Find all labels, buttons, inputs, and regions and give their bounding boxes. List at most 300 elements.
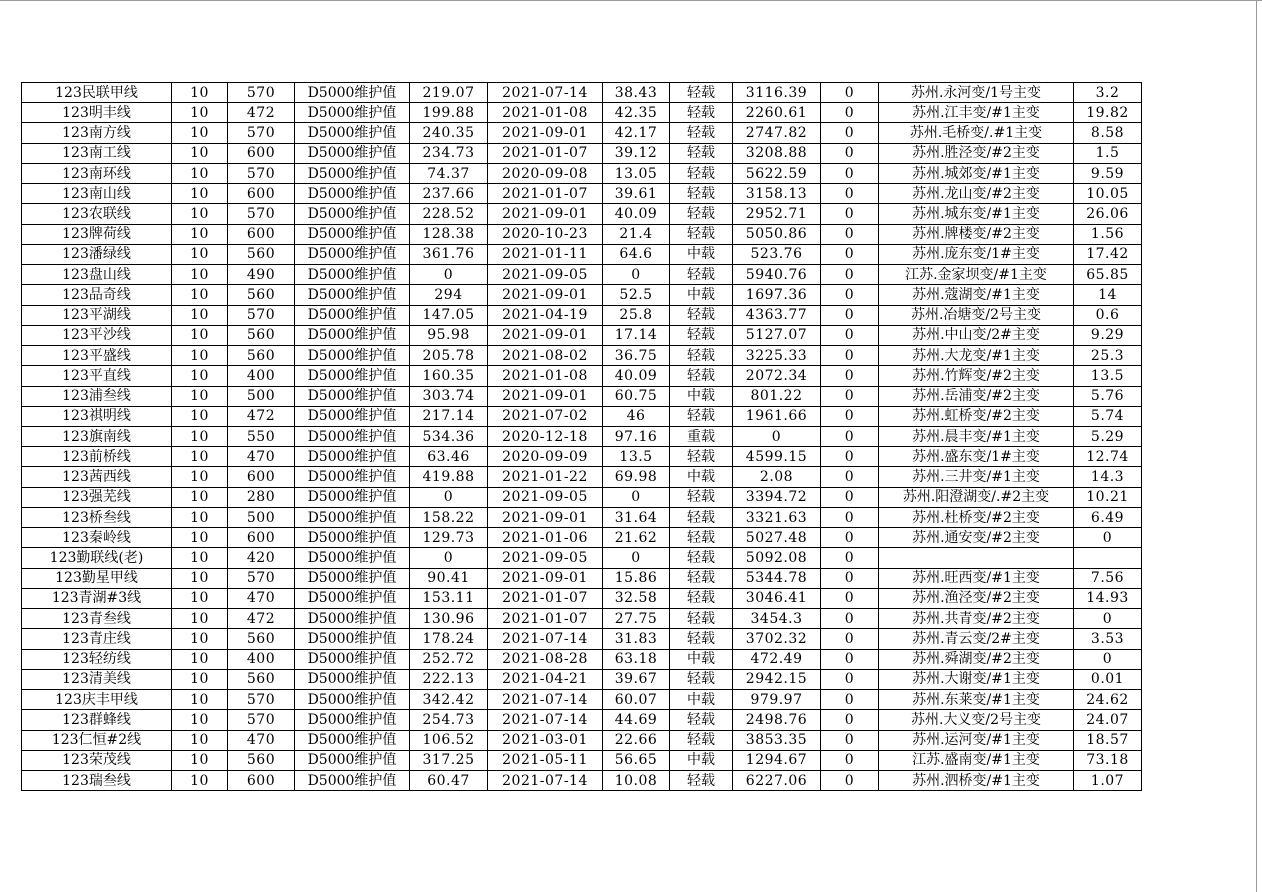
- cell-load-status: 中载: [670, 467, 733, 487]
- cell-load-rate: 13.5: [603, 447, 670, 467]
- cell-max-current: 158.22: [410, 507, 488, 527]
- table-row: [22, 103, 1142, 123]
- cell-voltage: 10: [172, 163, 228, 183]
- cell-substation-transformer: 苏州.城郊变/#1主变: [879, 163, 1074, 183]
- cell-line-name: 123桥叁线: [22, 507, 172, 527]
- cell-max-current: 95.98: [410, 325, 488, 345]
- cell-rated-current: 570: [228, 123, 295, 143]
- cell-substation-transformer: 苏州.通安变/#2主变: [879, 528, 1074, 548]
- cell-max-current: 205.78: [410, 346, 488, 366]
- cell-transformer-rate: 1.56: [1074, 224, 1142, 244]
- cell-data-source: D5000维护值: [295, 346, 410, 366]
- cell-substation-transformer: 苏州.蔻湖变/#1主变: [879, 285, 1074, 305]
- table-row: [22, 528, 1142, 548]
- cell-rated-current: 500: [228, 507, 295, 527]
- cell-spare-capacity: 5027.48: [733, 528, 821, 548]
- cell-date: 2021-01-11: [488, 244, 603, 264]
- cell-rated-current: 470: [228, 447, 295, 467]
- cell-date: 2020-09-08: [488, 163, 603, 183]
- cell-voltage: 10: [172, 487, 228, 507]
- cell-line-name: 123平沙线: [22, 325, 172, 345]
- cell-col-zero: 0: [821, 224, 879, 244]
- cell-max-current: 228.52: [410, 204, 488, 224]
- cell-transformer-rate: 3.2: [1074, 83, 1142, 103]
- cell-transformer-rate: 26.06: [1074, 204, 1142, 224]
- cell-load-rate: 60.75: [603, 386, 670, 406]
- table-row: [22, 710, 1142, 730]
- cell-date: 2021-04-19: [488, 305, 603, 325]
- cell-rated-current: 560: [228, 285, 295, 305]
- cell-col-zero: 0: [821, 123, 879, 143]
- cell-voltage: 10: [172, 750, 228, 770]
- cell-max-current: 252.72: [410, 649, 488, 669]
- cell-transformer-rate: 0.01: [1074, 669, 1142, 689]
- cell-col-zero: 0: [821, 265, 879, 285]
- cell-load-status: 轻载: [670, 346, 733, 366]
- cell-max-current: 237.66: [410, 184, 488, 204]
- cell-line-name: 123庆丰甲线: [22, 690, 172, 710]
- cell-max-current: 128.38: [410, 224, 488, 244]
- cell-transformer-rate: 13.5: [1074, 366, 1142, 386]
- cell-voltage: 10: [172, 265, 228, 285]
- cell-voltage: 10: [172, 204, 228, 224]
- cell-voltage: 10: [172, 83, 228, 103]
- cell-col-zero: 0: [821, 690, 879, 710]
- cell-spare-capacity: 4363.77: [733, 305, 821, 325]
- cell-col-zero: 0: [821, 487, 879, 507]
- table-row: [22, 386, 1142, 406]
- cell-spare-capacity: 472.49: [733, 649, 821, 669]
- cell-transformer-rate: 7.56: [1074, 568, 1142, 588]
- cell-col-zero: 0: [821, 710, 879, 730]
- cell-substation-transformer: 苏州.阳澄湖变/.#2主变: [879, 487, 1074, 507]
- cell-load-status: 轻载: [670, 83, 733, 103]
- cell-spare-capacity: 5092.08: [733, 548, 821, 568]
- cell-max-current: 240.35: [410, 123, 488, 143]
- cell-spare-capacity: 2942.15: [733, 669, 821, 689]
- cell-load-status: 轻载: [670, 548, 733, 568]
- cell-line-name: 123牌荷线: [22, 224, 172, 244]
- cell-data-source: D5000维护值: [295, 588, 410, 608]
- cell-line-name: 123轻纺线: [22, 649, 172, 669]
- cell-max-current: 234.73: [410, 143, 488, 163]
- cell-line-name: 123明丰线: [22, 103, 172, 123]
- cell-rated-current: 500: [228, 386, 295, 406]
- cell-load-status: 轻载: [670, 325, 733, 345]
- cell-substation-transformer: 苏州.旺西变/#1主变: [879, 568, 1074, 588]
- cell-date: 2021-01-06: [488, 528, 603, 548]
- cell-line-name: 123祺明线: [22, 406, 172, 426]
- cell-line-name: 123农联线: [22, 204, 172, 224]
- cell-data-source: D5000维护值: [295, 285, 410, 305]
- cell-transformer-rate: 14.93: [1074, 588, 1142, 608]
- cell-rated-current: 600: [228, 224, 295, 244]
- cell-substation-transformer: 苏州.城东变/#1主变: [879, 204, 1074, 224]
- cell-load-status: 轻载: [670, 730, 733, 750]
- cell-col-zero: 0: [821, 346, 879, 366]
- cell-max-current: 178.24: [410, 629, 488, 649]
- table-row: [22, 447, 1142, 467]
- cell-date: 2021-09-01: [488, 123, 603, 143]
- cell-load-status: 轻载: [670, 163, 733, 183]
- cell-spare-capacity: 3225.33: [733, 346, 821, 366]
- cell-spare-capacity: 3853.35: [733, 730, 821, 750]
- cell-load-status: 轻载: [670, 710, 733, 730]
- cell-line-name: 123旗南线: [22, 426, 172, 446]
- table-row: [22, 770, 1142, 790]
- cell-load-rate: 27.75: [603, 609, 670, 629]
- cell-load-status: 轻载: [670, 406, 733, 426]
- cell-load-rate: 40.09: [603, 204, 670, 224]
- cell-max-current: 74.37: [410, 163, 488, 183]
- cell-voltage: 10: [172, 285, 228, 305]
- cell-data-source: D5000维护值: [295, 224, 410, 244]
- cell-transformer-rate: 73.18: [1074, 750, 1142, 770]
- cell-voltage: 10: [172, 609, 228, 629]
- cell-date: 2021-07-02: [488, 406, 603, 426]
- cell-date: 2021-01-07: [488, 143, 603, 163]
- cell-line-name: 123青叁线: [22, 609, 172, 629]
- cell-line-name: 123品奇线: [22, 285, 172, 305]
- table-row: [22, 143, 1142, 163]
- cell-substation-transformer: 苏州.杜桥变/#2主变: [879, 507, 1074, 527]
- table-row: [22, 83, 1142, 103]
- cell-voltage: 10: [172, 346, 228, 366]
- cell-substation-transformer: 苏州.东莱变/#1主变: [879, 690, 1074, 710]
- cell-load-status: 轻载: [670, 669, 733, 689]
- cell-line-name: 123茜西线: [22, 467, 172, 487]
- table-row: [22, 568, 1142, 588]
- cell-load-status: 轻载: [670, 528, 733, 548]
- cell-col-zero: 0: [821, 770, 879, 790]
- table-row: [22, 325, 1142, 345]
- table-row: [22, 204, 1142, 224]
- cell-line-name: 123青湖#3线: [22, 588, 172, 608]
- cell-max-current: 534.36: [410, 426, 488, 446]
- cell-spare-capacity: 3208.88: [733, 143, 821, 163]
- cell-load-rate: 42.17: [603, 123, 670, 143]
- cell-data-source: D5000维护值: [295, 426, 410, 446]
- cell-line-name: 123秦岭线: [22, 528, 172, 548]
- cell-max-current: 222.13: [410, 669, 488, 689]
- cell-line-name: 123浦叁线: [22, 386, 172, 406]
- cell-load-rate: 21.4: [603, 224, 670, 244]
- cell-data-source: D5000维护值: [295, 184, 410, 204]
- cell-substation-transformer: 苏州.江丰变/#1主变: [879, 103, 1074, 123]
- cell-max-current: 0: [410, 265, 488, 285]
- cell-load-status: 轻载: [670, 366, 733, 386]
- cell-substation-transformer: 苏州.共青变/#2主变: [879, 609, 1074, 629]
- cell-data-source: D5000维护值: [295, 750, 410, 770]
- cell-voltage: 10: [172, 649, 228, 669]
- cell-col-zero: 0: [821, 406, 879, 426]
- cell-voltage: 10: [172, 447, 228, 467]
- cell-col-zero: 0: [821, 629, 879, 649]
- table-row: [22, 507, 1142, 527]
- cell-transformer-rate: 5.76: [1074, 386, 1142, 406]
- cell-col-zero: 0: [821, 588, 879, 608]
- cell-voltage: 10: [172, 244, 228, 264]
- cell-max-current: 361.76: [410, 244, 488, 264]
- cell-col-zero: 0: [821, 750, 879, 770]
- cell-load-status: 轻载: [670, 143, 733, 163]
- cell-load-rate: 39.61: [603, 184, 670, 204]
- cell-rated-current: 470: [228, 730, 295, 750]
- cell-col-zero: 0: [821, 528, 879, 548]
- cell-data-source: D5000维护值: [295, 123, 410, 143]
- cell-spare-capacity: 979.97: [733, 690, 821, 710]
- cell-max-current: 419.88: [410, 467, 488, 487]
- cell-transformer-rate: 17.42: [1074, 244, 1142, 264]
- cell-data-source: D5000维护值: [295, 528, 410, 548]
- cell-load-rate: 32.58: [603, 588, 670, 608]
- cell-col-zero: 0: [821, 244, 879, 264]
- cell-rated-current: 600: [228, 184, 295, 204]
- cell-line-name: 123民联甲线: [22, 83, 172, 103]
- cell-load-rate: 39.12: [603, 143, 670, 163]
- cell-col-zero: 0: [821, 447, 879, 467]
- cell-voltage: 10: [172, 588, 228, 608]
- cell-rated-current: 400: [228, 366, 295, 386]
- table-row: [22, 224, 1142, 244]
- cell-rated-current: 550: [228, 426, 295, 446]
- cell-substation-transformer: 苏州.冶塘变/2号主变: [879, 305, 1074, 325]
- cell-load-rate: 60.07: [603, 690, 670, 710]
- cell-transformer-rate: 24.62: [1074, 690, 1142, 710]
- cell-date: 2021-01-07: [488, 184, 603, 204]
- cell-max-current: 90.41: [410, 568, 488, 588]
- cell-rated-current: 420: [228, 548, 295, 568]
- cell-voltage: 10: [172, 507, 228, 527]
- cell-data-source: D5000维护值: [295, 325, 410, 345]
- cell-data-source: D5000维护值: [295, 710, 410, 730]
- cell-line-name: 123前桥线: [22, 447, 172, 467]
- cell-transformer-rate: 65.85: [1074, 265, 1142, 285]
- cell-date: 2021-01-08: [488, 366, 603, 386]
- cell-rated-current: 570: [228, 204, 295, 224]
- cell-transformer-rate: 9.59: [1074, 163, 1142, 183]
- cell-max-current: 0: [410, 548, 488, 568]
- table-row: [22, 426, 1142, 446]
- cell-load-rate: 15.86: [603, 568, 670, 588]
- cell-date: 2021-03-01: [488, 730, 603, 750]
- cell-col-zero: 0: [821, 386, 879, 406]
- cell-date: 2021-09-05: [488, 265, 603, 285]
- cell-spare-capacity: 1294.67: [733, 750, 821, 770]
- table-row: [22, 467, 1142, 487]
- cell-data-source: D5000维护值: [295, 629, 410, 649]
- cell-transformer-rate: 0: [1074, 528, 1142, 548]
- cell-rated-current: 600: [228, 467, 295, 487]
- table-row: [22, 244, 1142, 264]
- cell-spare-capacity: 3702.32: [733, 629, 821, 649]
- table-row: [22, 487, 1142, 507]
- cell-data-source: D5000维护值: [295, 548, 410, 568]
- cell-max-current: 60.47: [410, 770, 488, 790]
- cell-spare-capacity: 3454.3: [733, 609, 821, 629]
- cell-voltage: 10: [172, 467, 228, 487]
- cell-spare-capacity: 5344.78: [733, 568, 821, 588]
- cell-transformer-rate: 5.74: [1074, 406, 1142, 426]
- table-row: [22, 649, 1142, 669]
- cell-max-current: 342.42: [410, 690, 488, 710]
- cell-rated-current: 570: [228, 690, 295, 710]
- cell-load-rate: 52.5: [603, 285, 670, 305]
- cell-voltage: 10: [172, 730, 228, 750]
- cell-date: 2020-09-09: [488, 447, 603, 467]
- cell-substation-transformer: 苏州.中山变/2#主变: [879, 325, 1074, 345]
- cell-max-current: 294: [410, 285, 488, 305]
- cell-load-status: 轻载: [670, 487, 733, 507]
- cell-line-name: 123瑞叁线: [22, 770, 172, 790]
- cell-line-name: 123平直线: [22, 366, 172, 386]
- cell-col-zero: 0: [821, 426, 879, 446]
- cell-col-zero: 0: [821, 285, 879, 305]
- cell-voltage: 10: [172, 366, 228, 386]
- table-row: [22, 285, 1142, 305]
- cell-voltage: 10: [172, 305, 228, 325]
- cell-rated-current: 280: [228, 487, 295, 507]
- cell-data-source: D5000维护值: [295, 163, 410, 183]
- cell-load-status: 轻载: [670, 447, 733, 467]
- cell-rated-current: 560: [228, 750, 295, 770]
- table-row: [22, 346, 1142, 366]
- cell-substation-transformer: 苏州.运河变/#1主变: [879, 730, 1074, 750]
- cell-load-rate: 21.62: [603, 528, 670, 548]
- page-top-border: [0, 0, 1262, 1]
- cell-date: 2021-07-14: [488, 629, 603, 649]
- cell-max-current: 217.14: [410, 406, 488, 426]
- cell-date: 2021-08-02: [488, 346, 603, 366]
- cell-data-source: D5000维护值: [295, 669, 410, 689]
- cell-substation-transformer: 苏州.大龙变/#1主变: [879, 346, 1074, 366]
- cell-load-status: 中载: [670, 750, 733, 770]
- cell-voltage: 10: [172, 325, 228, 345]
- cell-voltage: 10: [172, 426, 228, 446]
- table-row: [22, 629, 1142, 649]
- cell-load-status: 轻载: [670, 103, 733, 123]
- table-row: [22, 690, 1142, 710]
- cell-load-status: 重载: [670, 426, 733, 446]
- cell-transformer-rate: 24.07: [1074, 710, 1142, 730]
- cell-line-name: 123青庄线: [22, 629, 172, 649]
- cell-col-zero: 0: [821, 548, 879, 568]
- cell-line-name: 123强芜线: [22, 487, 172, 507]
- cell-substation-transformer: 苏州.牌楼变/#2主变: [879, 224, 1074, 244]
- cell-col-zero: 0: [821, 609, 879, 629]
- cell-voltage: 10: [172, 548, 228, 568]
- cell-line-name: 123勤星甲线: [22, 568, 172, 588]
- feeder-load-table: [21, 82, 1142, 791]
- cell-transformer-rate: [1074, 548, 1142, 568]
- cell-max-current: 130.96: [410, 609, 488, 629]
- cell-rated-current: 600: [228, 770, 295, 790]
- table-row: [22, 305, 1142, 325]
- cell-data-source: D5000维护值: [295, 366, 410, 386]
- cell-transformer-rate: 5.29: [1074, 426, 1142, 446]
- cell-substation-transformer: 苏州.岳浦变/#2主变: [879, 386, 1074, 406]
- cell-max-current: 106.52: [410, 730, 488, 750]
- cell-substation-transformer: 苏州.庞东变/1#主变: [879, 244, 1074, 264]
- cell-rated-current: 470: [228, 588, 295, 608]
- cell-rated-current: 560: [228, 346, 295, 366]
- cell-date: 2021-01-07: [488, 609, 603, 629]
- cell-spare-capacity: 6227.06: [733, 770, 821, 790]
- cell-date: 2021-07-14: [488, 83, 603, 103]
- cell-col-zero: 0: [821, 305, 879, 325]
- cell-spare-capacity: 2260.61: [733, 103, 821, 123]
- cell-line-name: 123南山线: [22, 184, 172, 204]
- cell-data-source: D5000维护值: [295, 386, 410, 406]
- cell-spare-capacity: 5127.07: [733, 325, 821, 345]
- table-row: [22, 669, 1142, 689]
- cell-data-source: D5000维护值: [295, 447, 410, 467]
- cell-load-rate: 63.18: [603, 649, 670, 669]
- cell-substation-transformer: 苏州.永河变/1号主变: [879, 83, 1074, 103]
- cell-voltage: 10: [172, 103, 228, 123]
- cell-date: 2021-05-11: [488, 750, 603, 770]
- cell-load-status: 中载: [670, 386, 733, 406]
- cell-line-name: 123仁恒#2线: [22, 730, 172, 750]
- cell-spare-capacity: 5050.86: [733, 224, 821, 244]
- table-row: [22, 366, 1142, 386]
- cell-spare-capacity: 5940.76: [733, 265, 821, 285]
- cell-transformer-rate: 14.3: [1074, 467, 1142, 487]
- cell-max-current: 153.11: [410, 588, 488, 608]
- cell-load-rate: 17.14: [603, 325, 670, 345]
- cell-rated-current: 400: [228, 649, 295, 669]
- cell-max-current: 254.73: [410, 710, 488, 730]
- cell-spare-capacity: 2952.71: [733, 204, 821, 224]
- cell-load-rate: 31.83: [603, 629, 670, 649]
- cell-max-current: 303.74: [410, 386, 488, 406]
- cell-load-rate: 46: [603, 406, 670, 426]
- cell-date: 2021-09-01: [488, 568, 603, 588]
- cell-date: 2021-01-22: [488, 467, 603, 487]
- cell-load-status: 轻载: [670, 770, 733, 790]
- cell-load-rate: 0: [603, 548, 670, 568]
- cell-rated-current: 560: [228, 325, 295, 345]
- cell-voltage: 10: [172, 386, 228, 406]
- cell-data-source: D5000维护值: [295, 244, 410, 264]
- cell-load-status: 轻载: [670, 629, 733, 649]
- cell-rated-current: 560: [228, 629, 295, 649]
- cell-load-status: 中载: [670, 285, 733, 305]
- cell-col-zero: 0: [821, 143, 879, 163]
- cell-spare-capacity: 801.22: [733, 386, 821, 406]
- cell-rated-current: 490: [228, 265, 295, 285]
- cell-date: 2021-08-28: [488, 649, 603, 669]
- cell-load-rate: 44.69: [603, 710, 670, 730]
- cell-date: 2021-09-01: [488, 285, 603, 305]
- cell-substation-transformer: 江苏.盛南变/#1主变: [879, 750, 1074, 770]
- cell-voltage: 10: [172, 770, 228, 790]
- cell-line-name: 123平湖线: [22, 305, 172, 325]
- cell-load-status: 中载: [670, 690, 733, 710]
- cell-substation-transformer: 苏州.泗桥变/#1主变: [879, 770, 1074, 790]
- table-row: [22, 730, 1142, 750]
- cell-load-rate: 25.8: [603, 305, 670, 325]
- cell-date: 2021-09-05: [488, 548, 603, 568]
- cell-rated-current: 570: [228, 305, 295, 325]
- cell-transformer-rate: 0: [1074, 649, 1142, 669]
- cell-max-current: 219.07: [410, 83, 488, 103]
- cell-date: 2021-01-07: [488, 588, 603, 608]
- cell-substation-transformer: 苏州.大谢变/#1主变: [879, 669, 1074, 689]
- cell-transformer-rate: 25.3: [1074, 346, 1142, 366]
- cell-max-current: 147.05: [410, 305, 488, 325]
- cell-date: 2021-09-01: [488, 325, 603, 345]
